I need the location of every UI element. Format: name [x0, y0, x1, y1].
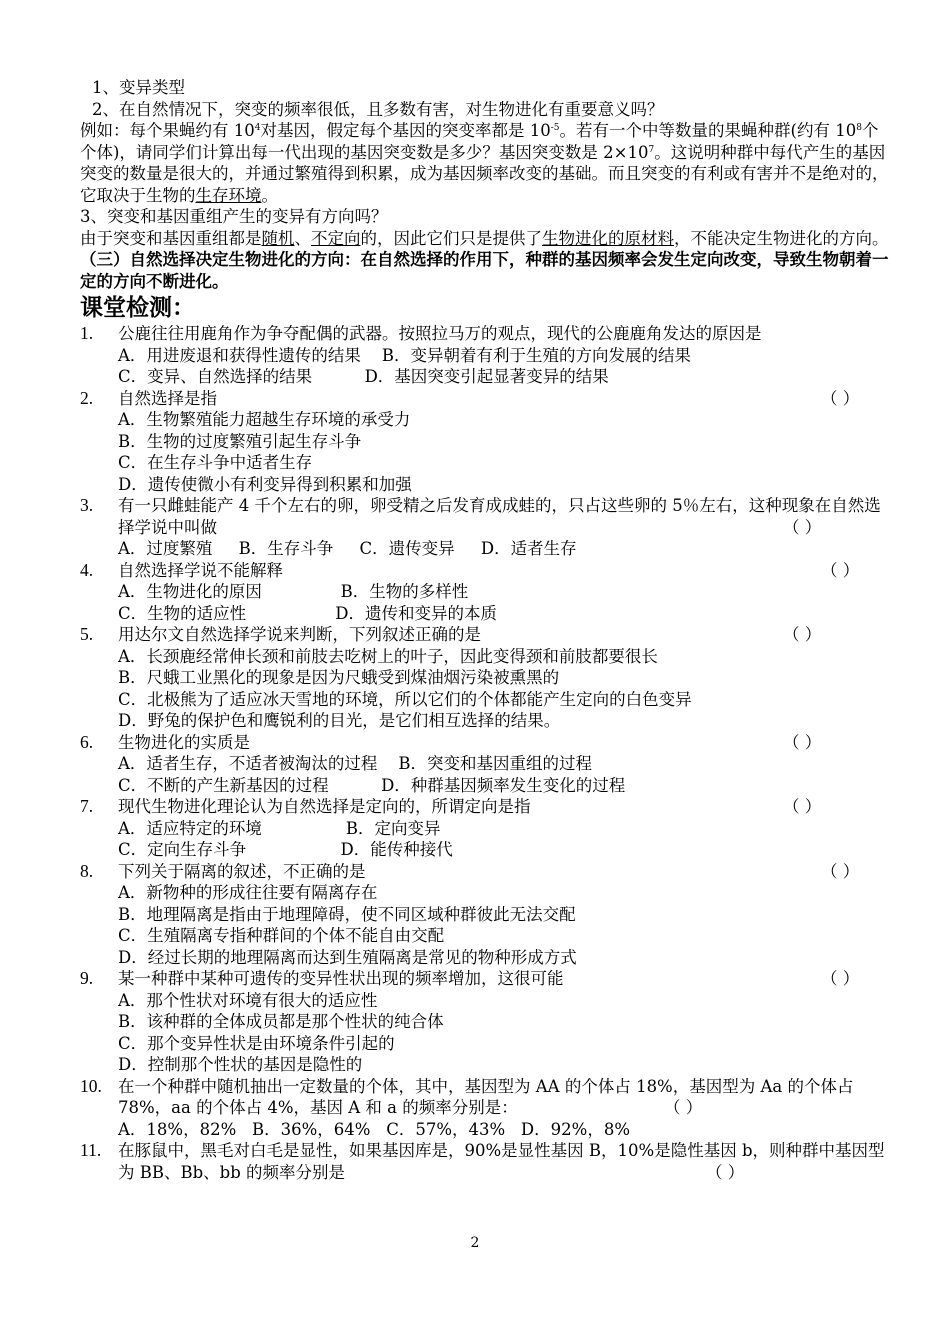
question-stem-text: 公鹿往往用鹿角作为争夺配偶的武器。按照拉马万的观点，现代的公鹿鹿角发达的原因是 [118, 324, 762, 343]
question-stem [118, 861, 890, 883]
question-number: 9. [80, 968, 94, 988]
page-number: 2 [470, 1235, 480, 1251]
answer-option: C．在生存斗争中适者生存 [118, 453, 313, 472]
intro-p3: 3、突变和基因重组产生的变异有方向吗？ [80, 207, 388, 226]
ex-underline: 生存环境 [195, 185, 262, 205]
answer-option: A．过度繁殖 B．生存斗争 C．遗传变异 D．适者生存 [118, 539, 577, 558]
document-content [80, 77, 890, 1183]
question-number: 7. [80, 796, 94, 816]
answer-option: A．长颈鹿经常伸长颈和前肢去吃树上的叶子，因此变得颈和前肢都要很长 [118, 646, 658, 666]
p4-underline-3: 生物进化的原材料 [542, 228, 674, 248]
question-1 [80, 323, 890, 388]
answer-option: A．生物进化的原因 B．生物的多样性 [118, 582, 469, 601]
answer-option: A．用进废退和获得性遗传的结果 B．变异朝着有利于生殖的方向发展的结果 [118, 345, 692, 365]
answer-blank: （ ） [821, 861, 860, 881]
question-4 [80, 560, 890, 625]
question-7 [80, 796, 890, 861]
answer-option: B．生物的过度繁殖引起生存斗争 [118, 431, 362, 451]
answer-blank: （ ） [783, 797, 822, 816]
answer-option: A．新物种的形成往往要有隔离存在 [118, 883, 378, 902]
answer-blank: （ ） [821, 388, 860, 408]
p4-underline-1: 随机 [261, 228, 295, 248]
answer-option: C．生殖隔离专指种群间的个体不能自由交配 [118, 926, 445, 945]
question-stem-text: 自然选择是指 [118, 388, 217, 408]
answer-option: A．那个性状对环境有很大的适应性 [118, 990, 378, 1010]
question-9 [80, 968, 890, 1076]
question-number: 10. [80, 1075, 102, 1096]
ex-text-c: 。若有一个中等数量的果蝇种群(约有 10 [559, 121, 857, 140]
ex-text-d: 个个体)，请同学们计算出每一代出现的基因突变数是多少？基因突变数是 2×10 [80, 121, 879, 162]
p4-text-b: 、 [294, 228, 311, 248]
answer-option: A．适者生存，不适者被淘汰的过程 B．突变和基因重组的过程 [118, 754, 593, 773]
question-number: 11. [80, 1140, 102, 1160]
question-stem-text: 有一只雌蛙能产 4 千个左右的卵，卵受精之后发育成成蛙的，只占这些卵的 5％左右，这种现象在自然选择学说中叫做 [118, 496, 881, 537]
answer-blank: （ ） [706, 1162, 745, 1182]
ex-sup-3: 8 [856, 123, 862, 133]
question-stem-text: 在豚鼠中，黑毛对白毛是显性，如果基因库是，90%是显性基因 B，10%是隐性基因 b，则种群中基因型为 BB、Bb、bb 的频率分别是 [118, 1141, 885, 1182]
answer-option: D．遗传使微小有利变异得到积累和加强 [118, 474, 412, 494]
intro-p1: 1、变异类型 [92, 78, 185, 97]
ex-sup-2: -5 [550, 123, 560, 133]
answer-blank: （ ） [821, 969, 860, 988]
question-stem [118, 388, 890, 410]
question-number: 6. [80, 731, 94, 752]
answer-option: B．地理隔离是指由于地理障碍，使不同区域种群彼此无法交配 [118, 904, 576, 924]
question-stem [118, 732, 890, 754]
question-3 [80, 495, 890, 560]
p4-text-a: 由于突变和基因重组都是 [80, 228, 262, 248]
question-stem-text: 某一种群中某种可遗传的变异性状出现的频率增加，这很可能 [118, 969, 564, 988]
p4-text-d: ，不能决定生物进化的方向。 [674, 228, 889, 248]
question-8 [80, 861, 890, 969]
answer-option: D．经过长期的地理隔离而达到生殖隔离是常见的物种形成方式 [118, 947, 577, 967]
answer-option: C．那个变异性状是由环境条件引起的 [118, 1033, 395, 1053]
answer-option: C．定向生存斗争 D．能传种接代 [118, 840, 453, 859]
answer-option: C．北极熊为了适应冰天雪地的环境，所以它们的个体都能产生定向的白色变异 [118, 689, 692, 709]
bold-summary: （三）自然选择决定生物进化的方向：在自然选择的作用下，种群的基因频率会发生定向改变，导致生物朝着一定的方向不断进化。 [80, 250, 889, 291]
section-heading: 课堂检测： [80, 294, 195, 321]
answer-blank: （ ） [783, 732, 822, 752]
question-11 [80, 1140, 890, 1183]
ex-text-e: 。这说明种群中每代产生的基因突变的数量是很大的，并通过繁殖得到积累，成为基因频率改变的基础。而且突变的有利或有害并不是绝对的，它取决于生物的 [80, 142, 889, 205]
ex-sup-1: 4 [254, 123, 261, 133]
question-number: 8. [80, 860, 94, 881]
p4-text-c: 的，因此它们只是提供了 [360, 228, 542, 248]
question-stem [118, 560, 890, 582]
p4-underline-2: 不定向 [311, 228, 361, 248]
question-number: 3. [80, 495, 94, 515]
ex-text-f: 。 [261, 185, 278, 205]
question-number: 1. [80, 323, 94, 343]
question-stem [118, 495, 890, 538]
ex-sup-4: 7 [648, 144, 655, 155]
question-stem-text: 下列关于隔离的叙述，不正确的是 [118, 861, 366, 881]
question-5 [80, 624, 890, 732]
answer-option: D．野兔的保护色和鹰锐利的目光，是它们相互选择的结果。 [118, 711, 561, 730]
answer-blank: （ ） [783, 625, 822, 644]
question-stem-text: 生物进化的实质是 [118, 732, 250, 752]
ex-text-a: 例如：每个果蝇约有 10 [80, 121, 255, 140]
answer-blank: （ ） [664, 1098, 703, 1117]
question-stem [118, 624, 890, 646]
intro-p2: 2、在自然情况下，突变的频率很低，且多数有害，对生物进化有重要意义吗？ [92, 99, 664, 119]
answer-blank: （ ） [821, 560, 860, 580]
answer-blank: （ ） [783, 517, 822, 537]
intro-example [80, 120, 890, 206]
question-10 [80, 1076, 890, 1141]
question-stem [118, 1140, 890, 1183]
answer-option: A．18%，82% B．36%，64% C．57%，43% D．92%，8% [118, 1119, 630, 1139]
answer-option: C．生物的适应性 D．遗传和变异的本质 [118, 603, 498, 623]
question-stem-text: 现代生物进化理论认为自然选择是定向的，所谓定向是指 [118, 797, 531, 816]
answer-option: B．尺蛾工业黑化的现象是因为尺蛾受到煤油烟污染被熏黑的 [118, 668, 560, 687]
answer-option: A．适应特定的环境 B．定向变异 [118, 818, 441, 838]
intro-p4 [80, 228, 890, 250]
question-stem [118, 968, 890, 990]
answer-option: C．变异、自然选择的结果 D．基因突变引起显著变异的结果 [118, 367, 609, 386]
question-stem-text: 用达尔文自然选择学说来判断，下列叙述正确的是 [118, 625, 481, 644]
question-number: 2. [80, 387, 94, 408]
answer-option: D．控制那个性状的基因是隐性的 [118, 1055, 363, 1074]
question-stem [118, 796, 890, 818]
question-number: 4. [80, 559, 94, 580]
answer-option: B．该种群的全体成员都是那个性状的纯合体 [118, 1012, 444, 1031]
question-6 [80, 732, 890, 797]
question-2 [80, 388, 890, 496]
question-stem [118, 1076, 890, 1119]
answer-option: A．生物繁殖能力超越生存环境的承受力 [118, 410, 411, 429]
answer-option: C．不断的产生新基因的过程 D．种群基因频率发生变化的过程 [118, 775, 626, 795]
question-stem [118, 323, 890, 345]
question-stem-text: 自然选择学说不能解释 [118, 560, 283, 580]
question-list [80, 323, 890, 1183]
question-stem-text: 在一个种群中随机抽出一定数量的个体，其中，基因型为 AA 的个体占 18%，基因型为 Aa 的个体占 78%，aa 的个体占 4%，基因 A 和 a 的频率分别是： [118, 1076, 854, 1117]
ex-text-b: 对基因，假定每个基因的突变率都是 10 [260, 121, 551, 140]
question-number: 5. [80, 624, 94, 644]
